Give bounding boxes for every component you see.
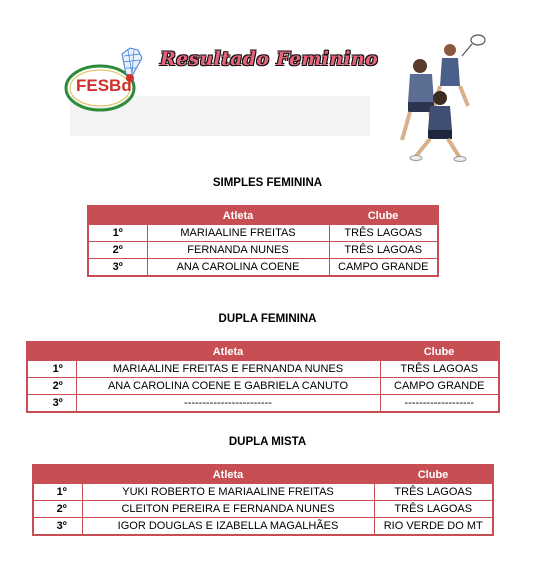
header-position xyxy=(33,465,82,484)
header-position xyxy=(27,342,76,361)
club-cell: TRÊS LAGOAS xyxy=(374,484,493,501)
table-row xyxy=(88,259,438,277)
club-cell: CAMPO GRANDE xyxy=(380,378,499,395)
club-cell: ------------------- xyxy=(380,395,499,413)
table-row xyxy=(88,242,438,259)
table-header-row xyxy=(27,342,499,361)
table-row xyxy=(88,225,438,242)
table-header-row xyxy=(33,465,493,484)
results-table-dupla-feminina xyxy=(26,341,500,413)
table-row xyxy=(33,484,493,501)
header-position xyxy=(88,206,147,225)
position-cell: 2º xyxy=(33,501,82,518)
athlete-cell: YUKI ROBERTO E MARIAALINE FREITAS xyxy=(82,484,374,501)
club-cell: RIO VERDE DO MT xyxy=(374,518,493,536)
header-club: Clube xyxy=(380,342,499,361)
results-table-dupla-mista xyxy=(32,464,494,536)
position-cell: 1º xyxy=(27,361,76,378)
athlete-cell: IGOR DOUGLAS E IZABELLA MAGALHÃES xyxy=(82,518,374,536)
athlete-cell: ANA CAROLINA COENE E GABRIELA CANUTO xyxy=(76,378,380,395)
position-cell: 1º xyxy=(88,225,147,242)
athlete-cell: CLEITON PEREIRA E FERNANDA NUNES xyxy=(82,501,374,518)
section-title-dupla-mista: DUPLA MISTA xyxy=(228,436,307,448)
athlete-cell: ------------------------ xyxy=(76,395,380,413)
logo-text: FESBd xyxy=(76,76,132,95)
header-athlete: Atleta xyxy=(147,206,329,225)
athlete-cell: FERNANDA NUNES xyxy=(147,242,329,259)
position-cell: 3º xyxy=(27,395,76,413)
club-cell: TRÊS LAGOAS xyxy=(329,242,438,259)
section-title-dupla-feminina: DUPLA FEMININA xyxy=(218,313,317,325)
page-title: Resultado Feminino xyxy=(160,48,379,70)
header-athlete: Atleta xyxy=(82,465,374,484)
table-row xyxy=(33,518,493,536)
badminton-players-image xyxy=(380,28,490,163)
results-table-simples-feminina xyxy=(87,205,439,277)
header-club: Clube xyxy=(374,465,493,484)
club-cell: TRÊS LAGOAS xyxy=(380,361,499,378)
fesbd-logo xyxy=(64,46,152,118)
club-cell: TRÊS LAGOAS xyxy=(374,501,493,518)
position-cell: 3º xyxy=(88,259,147,277)
position-cell: 2º xyxy=(27,378,76,395)
header-athlete: Atleta xyxy=(76,342,380,361)
athlete-cell: MARIAALINE FREITAS E FERNANDA NUNES xyxy=(76,361,380,378)
table-row xyxy=(27,395,499,413)
table-header-row xyxy=(88,206,438,225)
position-cell: 3º xyxy=(33,518,82,536)
header-club: Clube xyxy=(329,206,438,225)
section-title-simples-feminina: SIMPLES FEMININA xyxy=(212,177,323,189)
club-cell: TRÊS LAGOAS xyxy=(329,225,438,242)
table-row xyxy=(33,501,493,518)
athlete-cell: MARIAALINE FREITAS xyxy=(147,225,329,242)
athlete-cell: ANA CAROLINA COENE xyxy=(147,259,329,277)
table-row xyxy=(27,378,499,395)
header-banner xyxy=(60,28,480,163)
table-row xyxy=(27,361,499,378)
position-cell: 1º xyxy=(33,484,82,501)
position-cell: 2º xyxy=(88,242,147,259)
club-cell: CAMPO GRANDE xyxy=(329,259,438,277)
